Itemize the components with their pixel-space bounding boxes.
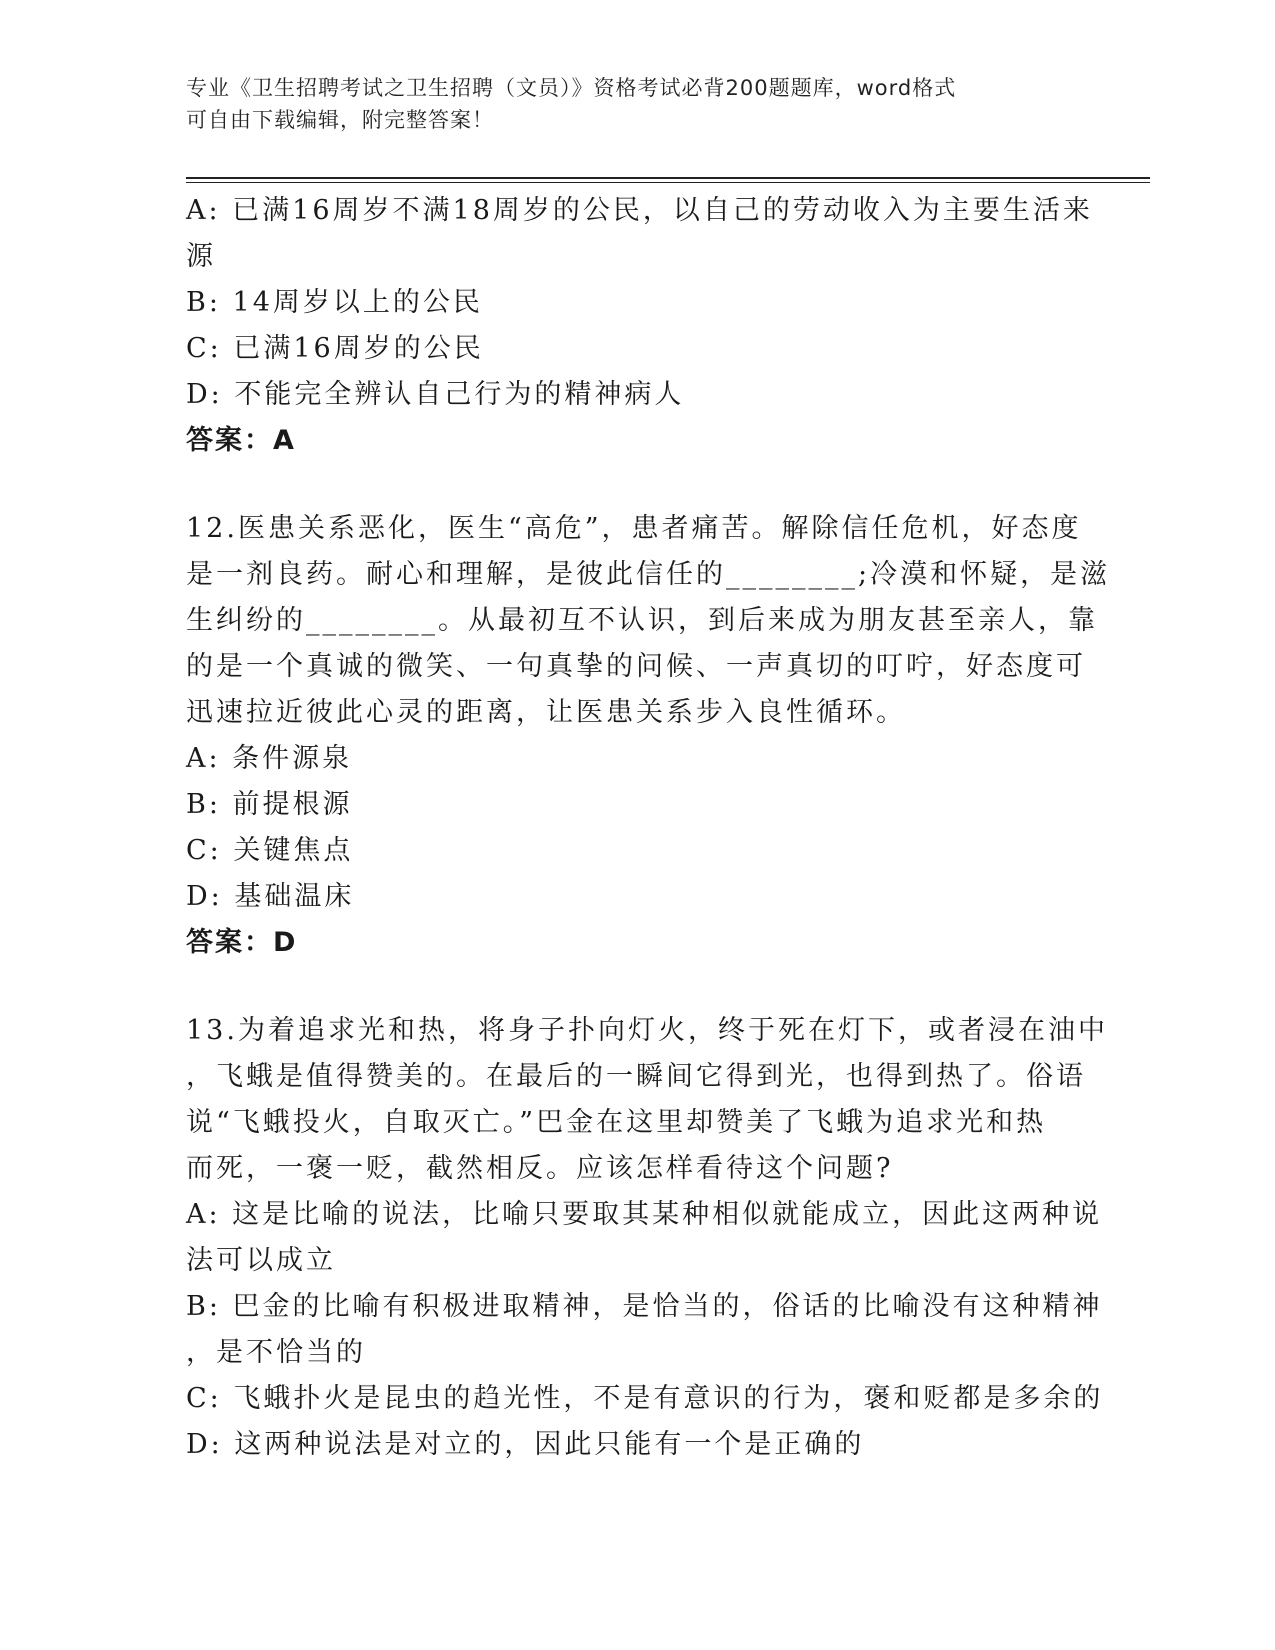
option-c: C: 关键焦点 [186, 835, 354, 866]
question-stem-line: 说“飞蛾投火，自取灭亡。”巴金在这里却赞美了飞蛾为追求光和热 [186, 1107, 1047, 1138]
header-rule-thick [186, 177, 1150, 179]
question-stem-line: 12.医患关系恶化，医生“高危”，患者痛苦。解除信任危机，好态度 [186, 513, 1082, 544]
document-body [186, 188, 1111, 1468]
option-a-continued: 源 [186, 241, 216, 272]
header-line-1: 专业《卫生招聘考试之卫生招聘（文员）》资格考试必背200题题库，word格式 [186, 76, 957, 100]
option-b: B: 14周岁以上的公民 [186, 287, 483, 318]
option-a-continued: 法可以成立 [186, 1245, 336, 1276]
header-line-2: 可自由下载编辑，附完整答案！ [186, 108, 494, 132]
question-11-options [186, 188, 1093, 464]
option-d: D: 基础温床 [186, 881, 355, 912]
option-d: D: 这两种说法是对立的，因此只能有一个是正确的 [186, 1429, 865, 1460]
answer: 答案：A [186, 425, 296, 456]
document-header [186, 72, 1086, 136]
question-stem-line: 的是一个真诚的微笑、一句真挚的问候、一声真切的叮咛，好态度可 [186, 651, 1086, 682]
option-a: A: 已满16周岁不满18周岁的公民，以自己的劳动收入为主要生活来 [186, 195, 1093, 226]
question-stem-line: 生纠纷的________。从最初互不认识，到后来成为朋友甚至亲人，靠 [186, 605, 1098, 636]
option-d: D: 不能完全辨认自己行为的精神病人 [186, 379, 685, 410]
answer: 答案：D [186, 927, 298, 958]
option-b: B: 巴金的比喻有积极进取精神，是恰当的，俗话的比喻没有这种精神 [186, 1291, 1103, 1322]
question-13 [186, 1008, 1108, 1468]
question-stem-line: 而死，一褒一贬，截然相反。应该怎样看待这个问题? [186, 1153, 894, 1184]
option-a: A: 条件源泉 [186, 743, 353, 774]
option-b: B: 前提根源 [186, 789, 353, 820]
question-stem-line: 迅速拉近彼此心灵的距离，让医患关系步入良性循环。 [186, 697, 906, 728]
option-b-continued: ，是不恰当的 [186, 1337, 366, 1368]
option-c: C: 飞蛾扑火是昆虫的趋光性，不是有意识的行为，褒和贬都是多余的 [186, 1383, 1104, 1414]
option-a: A: 这是比喻的说法，比喻只要取其某种相似就能成立，因此这两种说 [186, 1199, 1103, 1230]
question-stem-line: 13.为着追求光和热，将身子扑向灯火，终于死在灯下，或者浸在油中 [186, 1015, 1108, 1046]
question-12 [186, 506, 1111, 966]
option-c: C: 已满16周岁的公民 [186, 333, 484, 364]
question-stem-line: ，飞蛾是值得赞美的。在最后的一瞬间它得到光，也得到热了。俗语 [186, 1061, 1086, 1092]
header-rule-thin [186, 182, 1150, 183]
question-stem-line: 是一剂良药。耐心和理解，是彼此信任的________;冷漠和怀疑，是滋 [186, 559, 1111, 590]
